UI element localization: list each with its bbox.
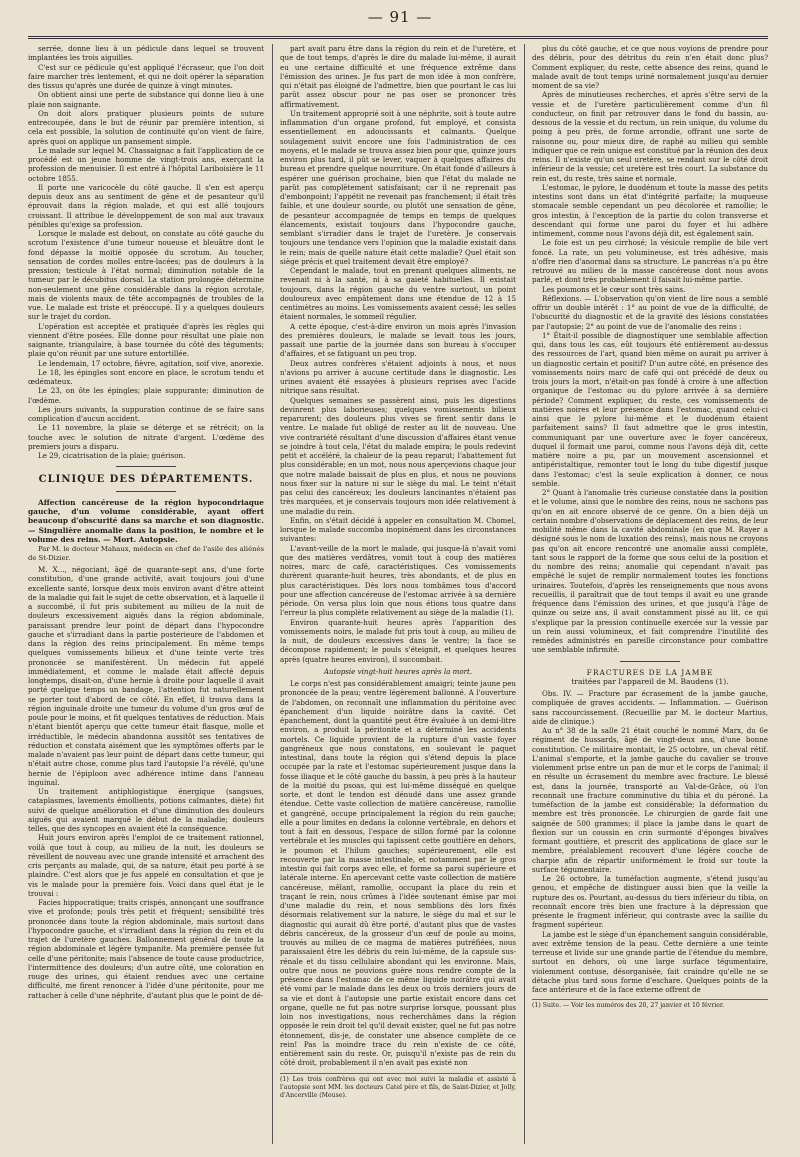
col1-paras1 — [28, 44, 264, 460]
fracture-subheading: traitées par l'appareil de M. Baudens (1). — [571, 676, 729, 686]
paragraph: Le malade sur lequel M. Chassaignac a fait l'application de ce procédé est un jeune homme de vingt-trois ans, exerçant la profession de menuisier. Il est entré à l'hôpital Lariboisière le 11 octobre 1855. — [28, 145, 264, 183]
paragraph: 1° Était-il possible de diagnostiquer une semblable affection qui, dans tous les cas, eût toujours été entièrement au-dessus des ressources de l'art, quand bien même on aurait pu arriver à un diagnostic certain et positif? D'un autre côté, en présence des vomissements noirs marc de café qui ont précédé de deux ou trois jours la mort, n'était-on pas fondé à croire à une affection organique de l'estomac ou du pylore arrivée à sa dernière période? Comment expliquer, du reste, ces vomissements de matières noires et leur présence dans l'estomac, quand celui-ci ainsi que le pylore lui-même et le duodénum étaient parfaitement sains? Il faut admettre que le gros intestin, communiquant par une ouverture avec le foyer cancéreux, duquel il formait une paroi, comme nous l'avons déjà dit, cette matière noire a pu, par un mouvement ascensionnel et antipéristaltique, remonter tout le long du tube digestif jusque dans l'estomac; c'est la seule explication à donner, ce nous semble. — [532, 330, 768, 488]
column-3 — [532, 44, 768, 1144]
paragraph: Le 23, on ôte les épingles; plaie suppurante; diminution de l'œdème. — [28, 386, 264, 405]
paragraph: Facies hippocratique; traits crispés, annonçant une souffrance vive et profonde; pouls très petit et fréquent; sensibilité très prononcée dans toute la région abdominale, mais surtout dans l'hypocondre gauche, et s'irradiant dans la région du rein et du trajet de l'uretère gauches. Ballonnement général de toute la région abdominale et légère tympanite. Ma première pensée fut celle d'une péritonite; mais l'absence de toute cause productrice, l'intermittence des douleurs; d'un autre côté, une coloration en rouge des urines, qui étaient rendues avec une certaine difficulté, me firent renoncer à l'idée d'une péritonite, pour me rattacher à celle d'une néphrite, d'autant plus que le point de dé- — [28, 898, 264, 1000]
paragraph: Un traitement antiphlogistique énergique (sangsues, cataplasmes, lavements émollients, potions calmantes, diète) fut suivi de quelque amélioration et d'une diminution des douleurs aiguës qui avaient marqué le début de la maladie; douleurs telles, que des syncopes en avaient été la conséquence. — [28, 787, 264, 834]
fracture-heading: FRACTURES DE LA JAMBE — [586, 667, 714, 677]
page-number: — 91 — — [367, 8, 433, 26]
paragraph: 2° Quant à l'anomalie très curieuse constatée dans la position et le volume, ainsi que le nombre des reins, nous ne sachons pas qu'on en ait encore observé de ce genre. On a bien déjà un certain nombre d'observations de déplacement des reins, de leur mobilité même dans la cavité abdominale (en que M. Rayer a désigné sous le nom de luxation des reins), mais nous ne croyons pas qu'on ait encore rencontré une anomalie aussi complète, tant sous le rapport de la forme que sous celui de la position et du nombre des reins; anomalie qui cependant n'avait pas empêché le sujet de remplir normalement toutes les fonctions urinaires. Toutefois, d'après les renseignements que nous avons recueillis, il paraîtrait que de tout temps il avait eu une grande fréquence dans l'émission des urines, et que jusqu'à l'âge de quinze ou seize ans, il avait constamment pissé au lit, ce qui s'explique par la pression continuelle exercée sur la vessie par un rein aussi volumineux, et fait comprendre l'inutilité des remèdes administrés en pareille circonstance pour combattre une semblable infirmité. — [532, 488, 768, 655]
section-rule — [116, 491, 176, 492]
paragraph: Un traitement approprié soit à une néphrite, soit à toute autre inflammation d'un organe profond, fut employé, et consista essentiellement en adoucissants et calmants. Quelque soulagement suivit encore une fois l'administration de ces moyens, et le malade se trouva assez bien pour que, quinze jours environ plus tard, il pût se lever, vaquer à quelques affaires du bureau et prendre quelque nourriture. On était fondé d'ailleurs à espérer une guérison prochaine, bien que l'état du malade ne parût pas complètement satisfaisant; car il ne reprenait pas d'embonpoint; l'appétit ne revenait pas franchement; il était très faible, et une douleur sourde, ou plutôt une sensation de gêne, de pesanteur accompagnée de temps en temps de quelques élancements, existait toujours dans l'hypocondre gauche, semblant s'irradier dans le trajet de l'uretère. Je conservais toujours une tendance vers l'opinion que la maladie existait dans le rein; mais de quelle nature était cette maladie? Quel était son siège précis et quel traitement devait être employé? — [280, 108, 516, 266]
paragraph: Au n° 38 de la salle 21 était couché le nommé Marx, du 6e régiment de hussards, âgé de vingt-deux ans, d'une bonne constitution. Ce militaire montait, le 25 octobre, un cheval rétif. L'animal s'emporte, et la jambe gauche du cavalier se trouve violemment prise entre un pan de mur et le corps de l'animal; il en résulte un écrasement du membre avec fracture. Le blessé est, dans la journée, transporté au Val-de-Grâce, où l'on reconnaît une fracture comminutive du tibia et du péroné. La tuméfaction de la jambe est considérable; la déformation du membre est très prononcée. Le chirurgien de garde fait une saignée de 500 grammes; il place la jambe dans le quart de flexion sur un coussin en crin surmonté d'éponges bivalves formant gouttière, et prescrit des applications de glace sur le membre, préalablement recouvert d'une légère couche de charpie afin de répartir uniformément le froid sur toute la surface tégumentaire. — [532, 726, 768, 874]
column-1 — [28, 44, 264, 1144]
paragraph: Quelques semaines se passèrent ainsi, puis les digestions devinrent plus laborieuses; quelques vomissements bilieux reparurent; des douleurs plus vives se firent sentir dans le ventre. Le malade fut obligé de rester au lit de nouveau. Une vive contrariété résultant d'une discussion d'affaires étant venue se joindre à tout cela, l'état du malade empira; le pouls redevint petit et accéléré, la chaleur de la peau reparut; l'abattement fut plus considérable; en un mot, nous nous aperçevions chaque jour que notre malade baissait de plus en plus, et nous ne pouvions nous fixer sur la nature ni sur le siège du mal. Le teint n'était pas celui des cancéreux; les douleurs lancinantes n'étaient pas très marquées, et je conservais toujours mon idée relativement à une maladie du rein. — [280, 395, 516, 516]
paragraph: Huit jours environ après l'emploi de ce traitement rationnel, voilà que tout à coup, au milieu de la nuit, les douleurs se réveillent de nouveau avec une grande intensité et arrachent des cris perçants au malade, qui, de sa nature, était peu porté à se plaindre. C'est alors que je fus appelé en consultation et que je vis le malade pour la première fois. Voici dans quel état je le trouvai : — [28, 833, 264, 898]
paragraph: On doit alors pratiquer plusieurs points de suture entrecoupée, dans le but de réunir par première intention, si cela est possible, la solution de continuité qu'on vient de faire, après quoi on applique un pansement simple. — [28, 108, 264, 146]
footnote: (1) Suite. — Voir les numéros des 20, 27 janvier et 10 février. — [532, 999, 768, 1010]
paragraph: Deux autres confrères s'étaient adjoints à nous, et nous n'avions pu arriver à aucune certitude dans le diagnostic. Les urines avaient été essayées à plusieurs reprises avec l'acide nitrique sans résultat. — [280, 358, 516, 396]
col1-paras2 — [28, 565, 264, 1000]
paragraph: M. X..., négociant, âgé de quarante-sept ans, d'une forte constitution, d'une grande activité, avait toujours joui d'une excellente santé, lorsque deux mois environ avant d'être atteint de la maladie qui fait le sujet de cette observation, et à laquelle il a succombé, il fut pris subitement au milieu de la nuit de douleurs excessivement aiguës dans la région abdominale, paraissant prendre leur point de départ dans l'hypocondre gauche et s'irradiant dans la partie postérieure de l'abdomen et dans la région des reins principalement. En même temps quelques vomissements bilieux et d'une teinte verte très prononcée se manifestèrent. Un médecin fut appelé immédiatement, et comme le malade était affecté depuis longtemps, disait-on, d'une hernie à droite pour laquelle il avait porté quelque temps un bandage, l'attention fut naturellement se porter tout d'abord de ce côté. En effet, il trouva dans la région inguinale droite une tumeur du volume d'un gros œuf de poule pour le moins, et fit quelques tentatives de réduction. Mais n'étant bientôt aperçu que cette tumeur était flasque, molle et irréductible, le médecin abandonna aussitôt ses tentatives de réduction et constata aisément que les symptômes offerts par le malade n'avaient pas leur point de départ dans cette tumeur, qui n'était autre chose, comme plus tard l'autopsie l'a révélé, qu'une hernie de l'épiploon avec adhérence intime dans l'anneau inguinal. — [28, 565, 264, 787]
column-divider — [524, 44, 525, 1144]
paragraph: A cette époque, c'est-à-dire environ un mois après l'invasion des premières douleurs, le malade se levait tous les jours, passait une partie de la journée dans son bureau à s'occuper d'affaires, et se fatiguant un peu trop. — [280, 321, 516, 359]
paragraph: Lorsque le malade est debout, on constate au côté gauche du scrotum l'existence d'une tumeur noueuse et bleuâtre dont le fond dépasse la moitié opposée du scrotum. Au toucher, sensation de cordes molles entre-lacées; pas de douleurs à la pression; testicule à l'état normal; diminution notable de la tumeur par le décubitus dorsal. La station prolongée détermine non-seulement une gêne considérable dans la région scrotale, mais de violents maux de tête accompagnés de troubles de la vue. Le malade est triste et préoccupé. Il y a quelques douleurs sur le trajet du cordon. — [28, 229, 264, 322]
section-rule — [116, 466, 176, 467]
paragraph: part avait paru être dans la région du rein et de l'uretère, et que de tout temps, d'après le dire du malade lui-même, il aurait eu une certaine difficulté et une fréquence extrême dans l'émission des urines. Je fus part de mon idée à mon confrère, qui n'était pas éloigné de l'admettre, bien que pourtant le cas lui parût assez obscur pour ne pas oser se prononcer très affirmativement. — [280, 44, 516, 109]
paragraph: Le 26 octobre, la tuméfaction augmente, s'étend jusqu'au genou, et empêche de distinguer aussi bien que la veille la rupture des os. Pourtant, au-dessus du tiers inférieur du tibia, on reconnaît encore très bien une fracture à la dépression que présente le fragment inférieur, qui contraste avec la saillie du fragment supérieur. — [532, 874, 768, 930]
col2-paras1 — [280, 44, 516, 664]
paragraph: L'avant-veille de la mort le malade, qui jusque-là n'avait vomi que des matières verdâtres, vomit tout à coup des matières noires, marc de café, caractéristiques. Ces vomissements durèrent quarante-huit heures, très abondants, et de plus en plus caractéristiques. Dès lors nous tombâmes tous d'accord pour une affection cancéreuse de l'estomac arrivée à sa dernière période. On versa plus loin que nous étions tous quatre dans l'erreur la plus complète relativement au siège de la maladie (1). — [280, 543, 516, 618]
paragraph: Il porte une varicocèle du côté gauche. Il s'en est aperçu depuis deux ans au sentiment de gêne et de pesanteur qu'il éprouvait dans la région malade, et qui est allé toujours croissant. Il attribue le développement de son mal aux travaux pénibles qu'exige sa profession. — [28, 182, 264, 229]
section-title: CLINIQUE DES DÉPARTEMENTS. — [38, 474, 254, 486]
paragraph: Le lendemain, 17 octobre, fièvre, agitation, soif vive, anorexie. — [38, 358, 264, 368]
section-rule — [620, 661, 680, 662]
paragraph: Cependant le malade, tout en prenant quelques aliments, ne revenait ni à la santé, ni à sa gaieté habituelles. Il existait toujours, dans la région gauche du ventre surtout, un point douloureux avec empâtement dans une étendue de 12 à 15 centimètres au moins. Les vomissements avaient cessé; les selles étaient normales, le sommeil régulier. — [280, 266, 516, 322]
header-rule — [28, 36, 768, 39]
paragraph: On obtient ainsi une perte de substance qui donne lieu à une plaie non saignante. — [28, 90, 264, 109]
column-2 — [280, 44, 516, 1144]
paragraph: Le 11 novembre, la plaie se déterge et se rétrécit; on la touche avec le solution de nitrate d'argent. L'œdème des premiers jours a disparu. — [28, 423, 264, 451]
paragraph: Les poumons et le cœur sont très sains. — [542, 284, 686, 294]
footnote: (1) Les trois confrères qui ont avec moi suivi la maladie et assisté à l'autopsie sont MM. les docteurs Catel père et fils, de Saint-Dizier, et Jolly, d'Ancerville (Meuse). — [280, 1073, 516, 1100]
paragraph: L'opération est acceptée et pratiquée d'après les règles qui viennent d'être posées. Elle donne pour résultat une plaie non saignante, triangulaire, à base tournée du côté des téguments; plaie qu'on réunit par une suture entortillée. — [28, 321, 264, 359]
article-heading: Affection cancéreuse de la région hypocondriaque gauche, d'un volume considérable, ayant offert beaucoup d'obscurité dans sa marche et son diagnostic. — Singulière anomalie dans la position, le nombre et le volume des reins. — Mort. Autopsie. — [28, 497, 264, 545]
article-byline: Par M. le docteur Mahaux, médecin en chef de l'asile des aliénés de St-Dizier. — [28, 544, 264, 562]
paragraph: L'estomac, le pylore, le duodénum et toute la masse des petits intestins sont dans un état d'intégrité parfaite; la muqueuse stomacale semble cependant un peu décolorée et ramollie; le gros intestin, à l'exception de la partie du colon transverse et descendant qui forme une paroi du foyer et lui adhère intimement, comme nous l'avons déjà dit, est également sain. — [532, 182, 768, 238]
paragraph: Réflexions. — L'observation qu'on vient de lire nous a semblé offrir un double intérêt : 1° au point de vue de la difficulté, de l'obscurité du diagnostic et de la gravité des lésions constatées par l'autopsie; 2° au point de vue de l'anomalie des reins : — [532, 293, 768, 331]
paragraph: Après de minutieuses recherches, et après s'être servi de la vessie et de l'uretère particulièrement comme d'un fil conducteur, on finit par retrouver dans le fond du bassin, au-dessous de la vessie et du rectum, un rein unique, du volume du poing à peu près, de forme arrondie, offrant une sorte de raisonne ou, pour mieux dire, de raphé au milieu qui semble indiquer que ce rein unique est constitué par la réunion des deux reins. Il n'existe qu'un seul uretère, se rendant sur le côté droit inférieur de la vessie; cet uretère est très court. La substance du rein est, du reste, très saine et normale. — [532, 90, 768, 183]
paragraph: Les jours suivants, la suppuration continue de se faire sans complication d'aucun accident. — [28, 404, 264, 423]
paragraph: Le corps n'est pas considérablement amaigri; teinte jaune peu prononcée de la peau; ventre légèrement ballonné. A l'ouverture de l'abdomen, on reconnaît une inflammation du péritoine avec épanchement d'un liquide noirâtre dans la cavité. Cet épanchement, dont la quantité peut être évaluée à un demi-litre environ, a produit la péritonite et a déterminé les accidents mortels. Ce liquide provient de la rupture d'un vaste foyer gangréneux que nous constatons, en soulevant le paquet intestinal, dans toute la région qui s'étend depuis la place occupée par la rate et l'estomac supérieurement jusque dans la fosse iliaque et le côté gauche du bassin, à peu près à la hauteur de la moitié du psoas, qui est lui-même disséqué en quelque sorte, et dont le tendon est dénudé dans une assez grande étendue. Cette vaste collection de matière cancéreuse, ramollie et gangréné, occupe principalement la région du rein gauche; elle a pour limites en dedans la colonne vertébrale, en dehors et tout à fait en dessous, l'espace de sillon formé par la colonne vertébrale et les muscles qui tapissent cette gouttière en dehors, le poumon et l'hilum gauches; supérieurement, elle est recouverte par la masse intestinale, et notamment par le gros intestin qui fait corps avec elle, et forme sa paroi supérieure et latérale interne. En apercevant cette vaste collection de matière cancéreuse, mêlant, ramollie, occupant la place du rein et traçant le rein, nous crûmes à l'idée soutenant émise par moi d'une maladie du rein, et nous semblions dès lors fixés désormais relativement sur la nature, le siège du mal et sur le diagnostic qui aurait dû être porté, d'autant plus que de vastes débris cancéreux, de la grosseur d'un œuf de poule au moins, trouvés au milieu de ce magma de matières putréfiées, nous paraissaient être les débris du rein lui-même, de la capsule sus-rénale et du tissu cellulaire abondant qui les environne. Mais, outre que nous ne pouvions guère nous rendre compte de la présence dans l'estomac de ce même liquide noirâtre qui avait été vomi par le malade dans les deux ou trois derniers jours de sa vie et dont à l'autopsie une partie existait encore dans cet organe, quelle ne fut pas notre surprise lorsque, poussant plus loin nos investigations, nous recherchâmes dans la région opposée le rein droit tel qu'il devait exister, quel ne fut pas notre étonnement, dis-je, de constater une absence complète de ce rein! Pas la moindre trace du rein n'existe de ce côté, entièrement sain du reste. Or, puisqu'il n'existe pas de rein du côté droit, probablement il n'en avait pas existé non — [280, 679, 516, 1068]
autopsy-title: Autopsie vingt-huit heures après la mort. — [323, 666, 473, 676]
paragraph: Le 29, cicatrisation de la plaie; guérison. — [38, 451, 186, 460]
paragraph: Enfin, on s'était décidé à appeler en consultation M. Chomel, lorsque le malade succomba inopinément dans les circonstances suivantes: — [280, 515, 516, 544]
paragraph: Le foie est un peu cirrhosé; la vésicule remplie de bile vert foncé. La rate, un peu volumineuse, est très adhésive, mais n'offre rien d'anormal dans sa structure. Le pancréas n'a pu être retrouvé au milieu de la masse cancéreuse dont nous avons parlé, et dont très probablement il faisait lui-même partie. — [532, 238, 768, 285]
paragraph: Obs. IV. — Fracture par écrasement de la jambe gauche, compliquée de graves accidents. — Inflammation. — Guérison sans raccourcissement. (Recueillie par M. le docteur Martius, aide de clinique.) — [532, 689, 768, 726]
paragraph: Le 18, les épingles sont encore en place, le scrotum tendu et œdémateux. — [28, 367, 264, 386]
paragraph: La jambe est le siège d'un épanchement sanguin considérable, avec extrême tension de la peau. Cette dernière a une teinte terreuse et livide sur une grande partie de l'étendue du membre, surtout en dehors, où une large surface tégumentaire, violemment contuse, désorganisée, fait craindre qu'elle ne se détache plus tard sous forme d'eschare. Quelques points de la face antérieure et de la face externe offrent de — [532, 929, 768, 994]
paragraph: plus du côté gauche, et ce que nous voyions de prendre pour des débris, pour des détritus du rein n'en était donc plus? Comment expliquer, du reste, cette absence des reins, quand le malade avait de tout temps uriné normalement jusqu'au dernier moment de sa vie? — [532, 44, 768, 90]
paragraph: serrée, donne lieu à un pédicule dans lequel se trouvent implantées les trois aiguilles. — [28, 44, 264, 63]
column-divider — [272, 44, 273, 1144]
paragraph: Environ quarante-huit heures après l'apparition des vomissements noirs, le malade fut pris tout à coup, au milieu de la nuit, de douleurs excessives dans le ventre; la face se décompose rapidement; le pouls s'éteignit, et quelques heures après (quatre heures environ), il succombait. — [280, 617, 516, 664]
paragraph: C'est sur ce pédicule qu'est appliqué l'écraseur, que l'on doit faire marcher très lentement, et qui ne doit opérer la séparation des tissus qu'après une durée de quinze à vingt minutes. — [28, 62, 264, 90]
